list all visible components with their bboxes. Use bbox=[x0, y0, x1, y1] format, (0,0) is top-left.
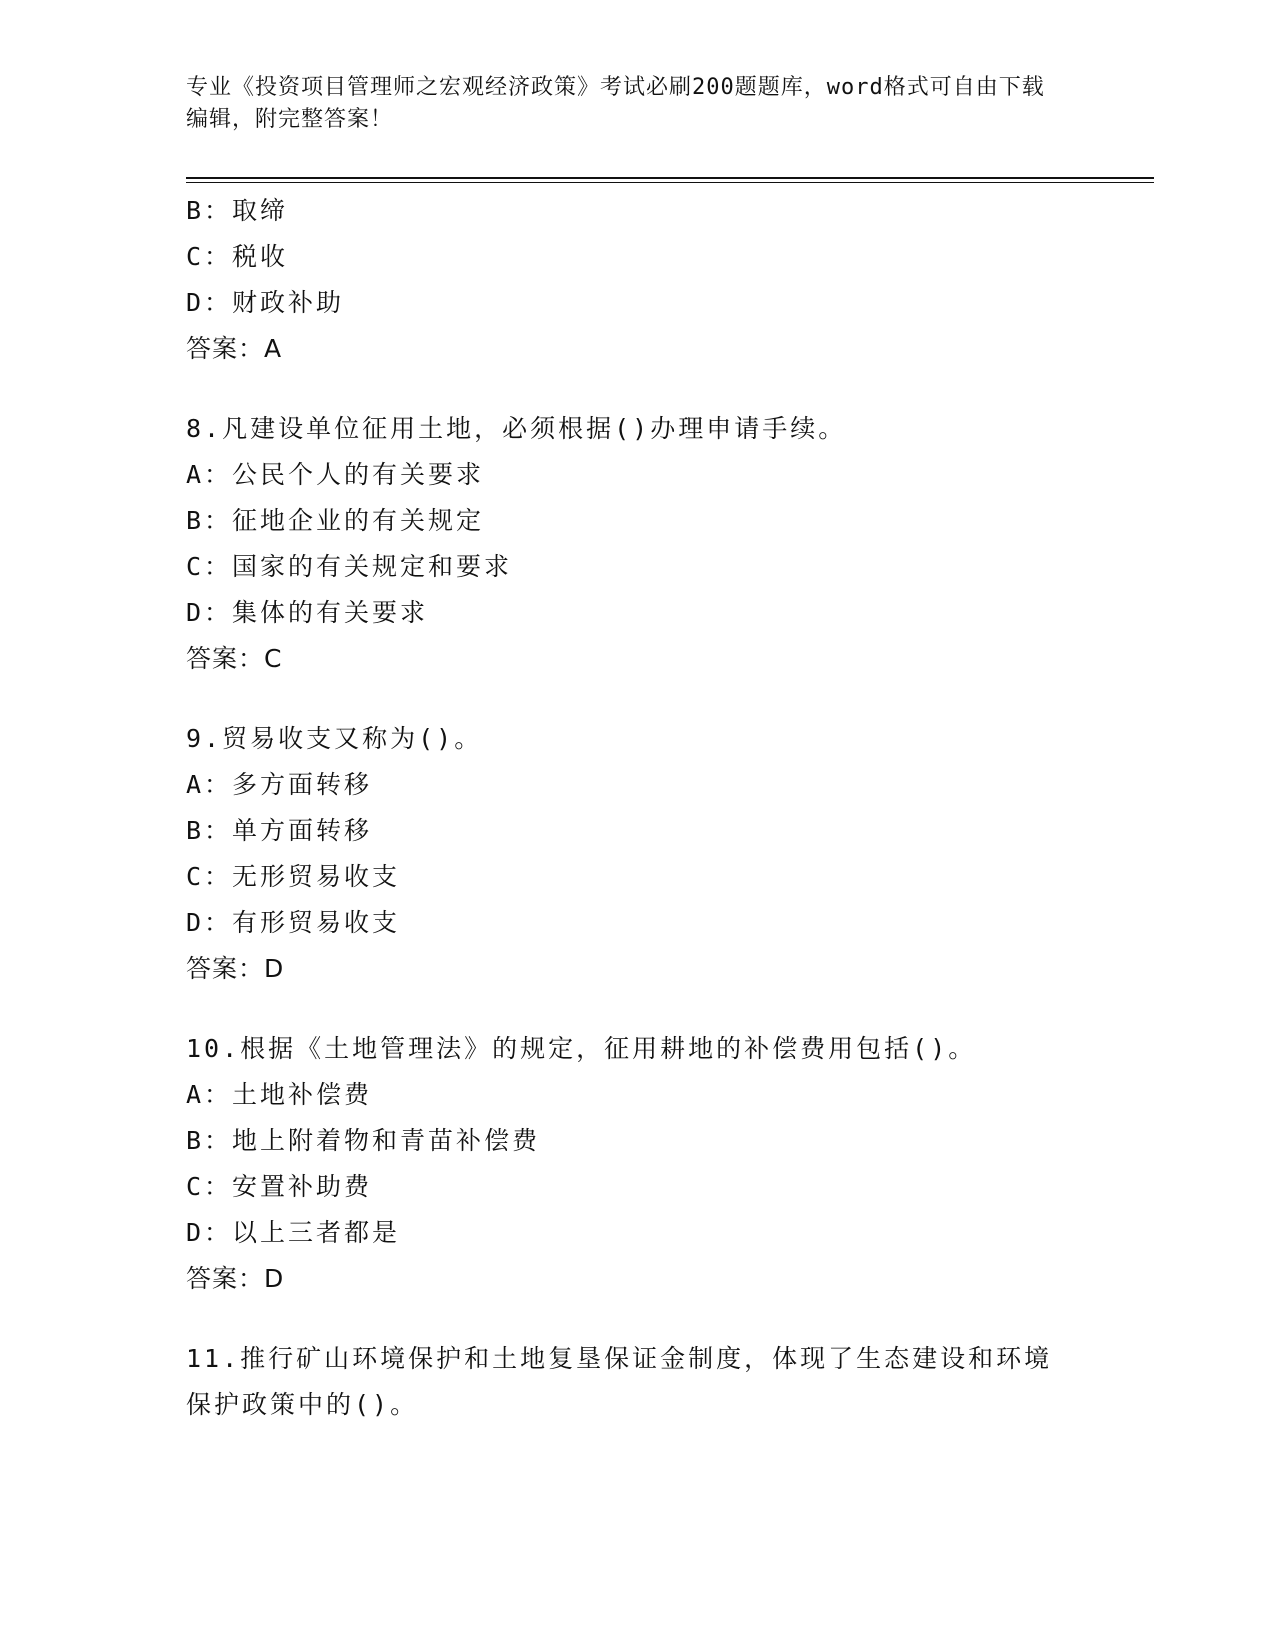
answer-line: 答案：C bbox=[186, 644, 283, 673]
option-d: D：有形贸易收支 bbox=[186, 908, 401, 937]
option-c: C：无形贸易收支 bbox=[186, 862, 401, 891]
document-header: 专业《投资项目管理师之宏观经济政策》考试必刷200题题库，word格式可自由下载编辑，附完整答案！ bbox=[186, 75, 1045, 132]
header-rule-thick bbox=[186, 177, 1154, 179]
question-11-stem: 11.推行矿山环境保护和土地复垦保证金制度，体现了生态建设和环境保护政策中的()。 bbox=[186, 1344, 1053, 1419]
answer-line: 答案：D bbox=[186, 1264, 285, 1293]
option-a: A：土地补偿费 bbox=[186, 1080, 373, 1109]
answer-line: 答案：A bbox=[186, 334, 283, 363]
question-content bbox=[186, 188, 1086, 1428]
option-c: C：国家的有关规定和要求 bbox=[186, 552, 513, 581]
option-b: B：征地企业的有关规定 bbox=[186, 506, 485, 535]
question-9-stem: 9.贸易收支又称为()。 bbox=[186, 724, 483, 753]
option-a: A：多方面转移 bbox=[186, 770, 373, 799]
option-b: B：取缔 bbox=[186, 196, 289, 225]
question-10-stem: 10.根据《土地管理法》的规定，征用耕地的补偿费用包括()。 bbox=[186, 1034, 977, 1063]
header-rule-thin bbox=[186, 182, 1154, 183]
option-b: B：地上附着物和青苗补偿费 bbox=[186, 1126, 541, 1155]
option-a: A：公民个人的有关要求 bbox=[186, 460, 485, 489]
option-d: D：以上三者都是 bbox=[186, 1218, 401, 1247]
option-d: D：财政补助 bbox=[186, 288, 345, 317]
question-8-stem: 8.凡建设单位征用土地，必须根据()办理申请手续。 bbox=[186, 414, 847, 443]
answer-line: 答案：D bbox=[186, 954, 285, 983]
option-c: C：税收 bbox=[186, 242, 289, 271]
option-c: C：安置补助费 bbox=[186, 1172, 373, 1201]
option-d: D：集体的有关要求 bbox=[186, 598, 429, 627]
option-b: B：单方面转移 bbox=[186, 816, 373, 845]
